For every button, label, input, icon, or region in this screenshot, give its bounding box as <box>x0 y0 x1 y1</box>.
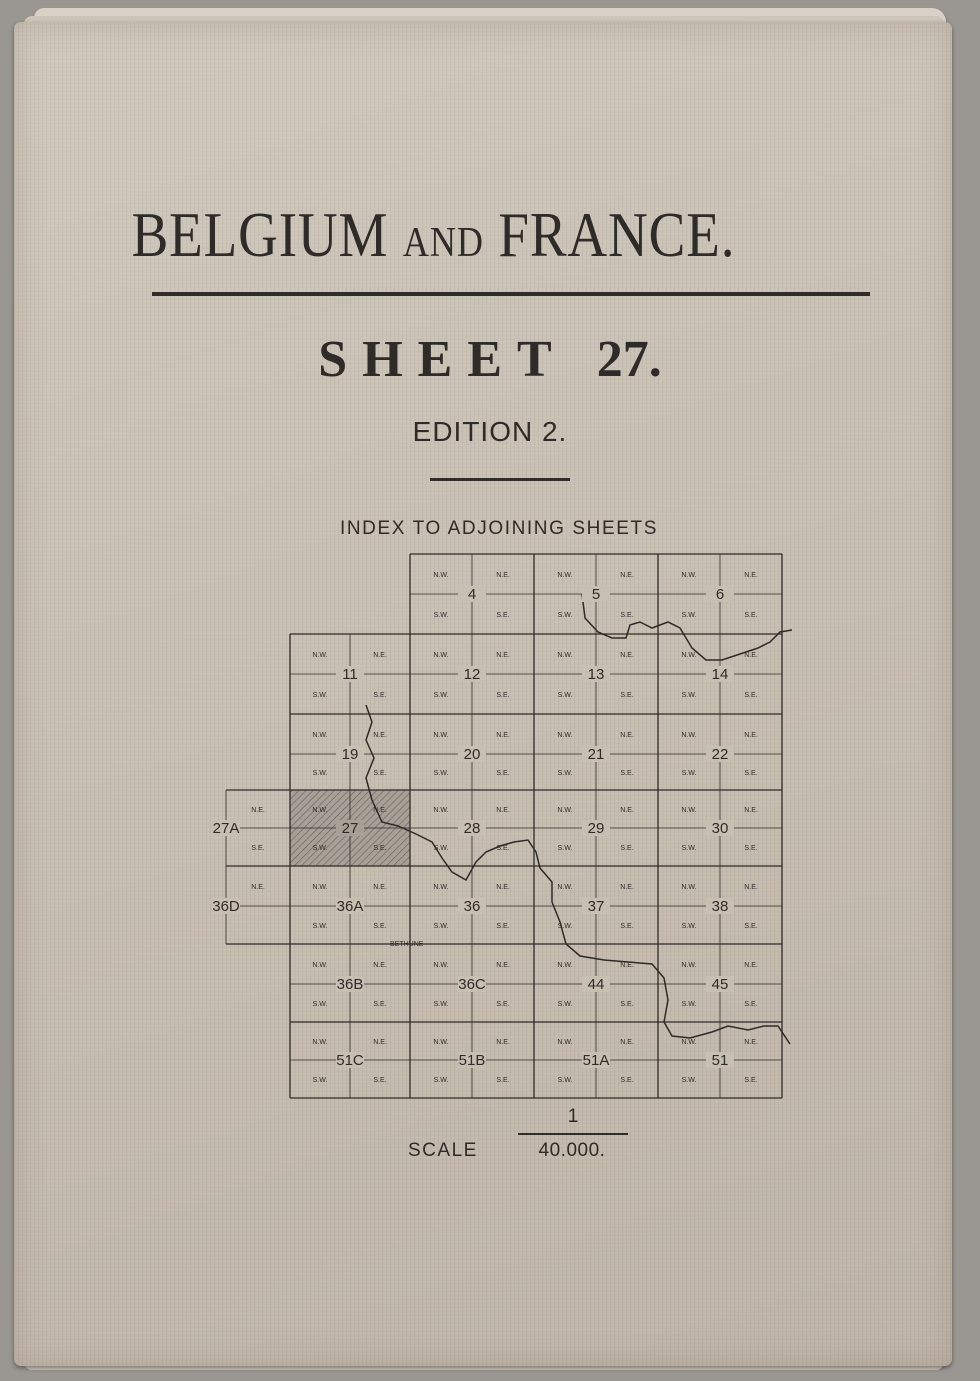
quadrant-label: N.E. <box>496 572 510 579</box>
quadrant-label: N.W. <box>312 652 328 659</box>
quadrant-label: S.E. <box>744 923 758 930</box>
quadrant-label: N.E. <box>373 1039 387 1046</box>
quadrant-label: N.E. <box>744 652 758 659</box>
sheet-number-label: 51C <box>336 1052 364 1069</box>
quadrant-label: S.E. <box>496 692 510 699</box>
sheet-number-label: 20 <box>463 746 481 763</box>
quadrant-label: N.E. <box>620 732 634 739</box>
sheet-number-label: 51 <box>711 1052 729 1069</box>
quadrant-label: S.W. <box>433 612 449 619</box>
quadrant-label: N.W. <box>681 962 697 969</box>
quadrant-label: S.W. <box>557 1001 573 1008</box>
quadrant-label: S.W. <box>433 1077 449 1084</box>
quadrant-label: N.W. <box>433 807 449 814</box>
sheet-number-label: 29 <box>587 820 605 837</box>
quadrant-label: S.W. <box>557 1077 573 1084</box>
sheet-number-label: 36C <box>458 976 486 993</box>
quadrant-label: N.E. <box>496 807 510 814</box>
sheet-number-label: 22 <box>711 746 729 763</box>
quadrant-label: S.E. <box>373 845 387 852</box>
quadrant-label: N.E. <box>744 1039 758 1046</box>
quadrant-label: N.W. <box>433 1039 449 1046</box>
quadrant-label: S.W. <box>557 845 573 852</box>
sheet-number-label: 11 <box>342 666 358 683</box>
quadrant-label: N.E. <box>620 652 634 659</box>
quadrant-label: N.W. <box>557 732 573 739</box>
quadrant-label: S.W. <box>681 770 697 777</box>
quadrant-label: S.E. <box>496 1001 510 1008</box>
sheet-number-label: 36A <box>336 898 364 915</box>
quadrant-label: N.E. <box>620 962 634 969</box>
quadrant-label: S.W. <box>557 612 573 619</box>
quadrant-label: N.E. <box>620 1039 634 1046</box>
sheet-number-label: 13 <box>587 666 605 683</box>
quadrant-label: N.E. <box>744 572 758 579</box>
quadrant-label: N.W. <box>681 652 697 659</box>
quadrant-label: N.W. <box>557 652 573 659</box>
quadrant-label: S.W. <box>557 770 573 777</box>
quadrant-label: N.W. <box>557 1039 573 1046</box>
quadrant-label: S.W. <box>557 923 573 930</box>
quadrant-label: S.E. <box>496 770 510 777</box>
quadrant-label: S.W. <box>312 770 328 777</box>
quadrant-label: S.E. <box>744 612 758 619</box>
quadrant-label: S.E. <box>620 612 634 619</box>
quadrant-label: S.E. <box>620 770 634 777</box>
quadrant-label: S.W. <box>681 1001 697 1008</box>
quadrant-label: S.W. <box>312 923 328 930</box>
quadrant-label: N.W. <box>312 807 328 814</box>
quadrant-label: N.W. <box>557 807 573 814</box>
quadrant-label: N.W. <box>681 807 697 814</box>
scale-fraction-bar <box>518 1133 628 1135</box>
quadrant-label: N.E. <box>373 652 387 659</box>
quadrant-label: S.E. <box>744 1001 758 1008</box>
quadrant-label: S.E. <box>744 692 758 699</box>
quadrant-label: S.W. <box>433 1001 449 1008</box>
sheet-number-label: 14 <box>711 666 729 683</box>
quadrant-label: N.W. <box>557 572 573 579</box>
quadrant-label: N.E. <box>620 572 634 579</box>
sheet-number-label: 30 <box>711 820 729 837</box>
quadrant-label: S.E. <box>620 692 634 699</box>
quadrant-label: N.W. <box>312 962 328 969</box>
sheet-number-label: 51B <box>458 1052 486 1069</box>
quadrant-label: N.W. <box>433 884 449 891</box>
quadrant-label: N.E. <box>620 884 634 891</box>
quadrant-label: N.E. <box>744 884 758 891</box>
sheet-number-label: 51A <box>582 1052 610 1069</box>
title-france: FRANCE. <box>498 199 736 270</box>
quadrant-label: N.W. <box>681 1039 697 1046</box>
sheet-number-label: 21 <box>587 746 605 763</box>
quadrant-label: S.W. <box>312 845 328 852</box>
quadrant-label: N.E. <box>744 807 758 814</box>
quadrant-label: S.E. <box>620 923 634 930</box>
quadrant-label: S.W. <box>681 1077 697 1084</box>
sheet-number-label: 36D <box>212 898 240 915</box>
sheet-number-label: 4 <box>467 586 477 603</box>
sheet-number-label: 38 <box>711 898 729 915</box>
quadrant-label: N.W. <box>433 652 449 659</box>
sheet-number: 27. <box>596 331 662 388</box>
quadrant-label: N.W. <box>557 962 573 969</box>
quadrant-label: N.W. <box>433 962 449 969</box>
quadrant-label: N.E. <box>373 807 387 814</box>
quadrant-label: N.E. <box>373 732 387 739</box>
quadrant-label: S.W. <box>433 770 449 777</box>
quadrant-label: S.E. <box>496 923 510 930</box>
quadrant-label: S.W. <box>557 692 573 699</box>
title-belgium: BELGIUM <box>131 199 389 270</box>
quadrant-label: N.E. <box>496 732 510 739</box>
quadrant-label: N.E. <box>496 884 510 891</box>
sheet-number-label: 44 <box>587 976 605 993</box>
bethune-label: BETHUNE <box>390 941 424 948</box>
edition-label: EDITION 2. <box>412 416 568 447</box>
sheet-number-label: 5 <box>591 586 601 603</box>
quadrant-label: N.E. <box>496 1039 510 1046</box>
quadrant-label: S.E. <box>496 845 510 852</box>
quadrant-label: S.E. <box>744 770 758 777</box>
quadrant-label: S.W. <box>312 1001 328 1008</box>
title-and: AND <box>402 220 484 266</box>
quadrant-label: S.E. <box>620 1001 634 1008</box>
scale-label: SCALE <box>408 1140 478 1161</box>
sheet-number-label: 6 <box>715 586 725 603</box>
quadrant-label: N.E. <box>373 962 387 969</box>
frontier-line <box>582 594 792 660</box>
quadrant-label: S.W. <box>681 923 697 930</box>
sheet-number-label: 36 <box>463 898 481 915</box>
sheet-number-label: 36B <box>336 976 364 993</box>
quadrant-label: S.W. <box>433 692 449 699</box>
quadrant-label: S.E. <box>373 923 387 930</box>
quadrant-label: N.W. <box>681 884 697 891</box>
quadrant-label: S.E. <box>373 692 387 699</box>
quadrant-label: S.W. <box>433 923 449 930</box>
quadrant-label: S.E. <box>373 1077 387 1084</box>
quadrant-label: S.E. <box>744 1077 758 1084</box>
sheet-word: SHEET <box>318 331 567 388</box>
quadrant-label: N.E. <box>620 807 634 814</box>
quadrant-label: S.W. <box>681 692 697 699</box>
quadrant-label: S.E. <box>620 1077 634 1084</box>
scale-denominator: 40.000. <box>538 1140 606 1161</box>
sheet-number-label: 45 <box>711 976 729 993</box>
quadrant-label: S.W. <box>433 845 449 852</box>
quadrant-label: S.W. <box>681 845 697 852</box>
quadrant-label: S.E. <box>251 845 265 852</box>
quadrant-label: N.E. <box>251 807 265 814</box>
sheet-number-label: 28 <box>463 820 481 837</box>
quadrant-label: S.E. <box>496 612 510 619</box>
quadrant-label: S.W. <box>312 1077 328 1084</box>
quadrant-label: N.W. <box>312 1039 328 1046</box>
quadrant-label: N.W. <box>433 572 449 579</box>
quadrant-label: N.W. <box>557 884 573 891</box>
quadrant-label: S.E. <box>373 1001 387 1008</box>
quadrant-label: N.W. <box>681 572 697 579</box>
quadrant-label: N.E. <box>744 962 758 969</box>
quadrant-label: S.E. <box>496 1077 510 1084</box>
quadrant-label: N.E. <box>496 652 510 659</box>
quadrant-label: S.W. <box>681 612 697 619</box>
sheet-number-label: 12 <box>463 666 481 683</box>
quadrant-label: N.E. <box>373 884 387 891</box>
quadrant-label: N.W. <box>433 732 449 739</box>
quadrant-label: N.W. <box>681 732 697 739</box>
quadrant-label: N.W. <box>312 732 328 739</box>
sheet-number-label: 27A <box>212 820 240 837</box>
quadrant-label: N.W. <box>312 884 328 891</box>
quadrant-label: N.E. <box>496 962 510 969</box>
scale-numerator: 1 <box>567 1106 579 1127</box>
quadrant-label: S.E. <box>373 770 387 777</box>
sheet-number-label: 27 <box>341 820 359 837</box>
index-heading: INDEX TO ADJOINING SHEETS <box>339 518 659 539</box>
quadrant-label: S.W. <box>312 692 328 699</box>
quadrant-label: S.E. <box>620 845 634 852</box>
sheet-number-label: 37 <box>587 898 605 915</box>
quadrant-label: S.E. <box>744 845 758 852</box>
quadrant-label: N.E. <box>744 732 758 739</box>
quadrant-label: N.E. <box>251 884 265 891</box>
sheet-number-label: 19 <box>341 746 359 763</box>
